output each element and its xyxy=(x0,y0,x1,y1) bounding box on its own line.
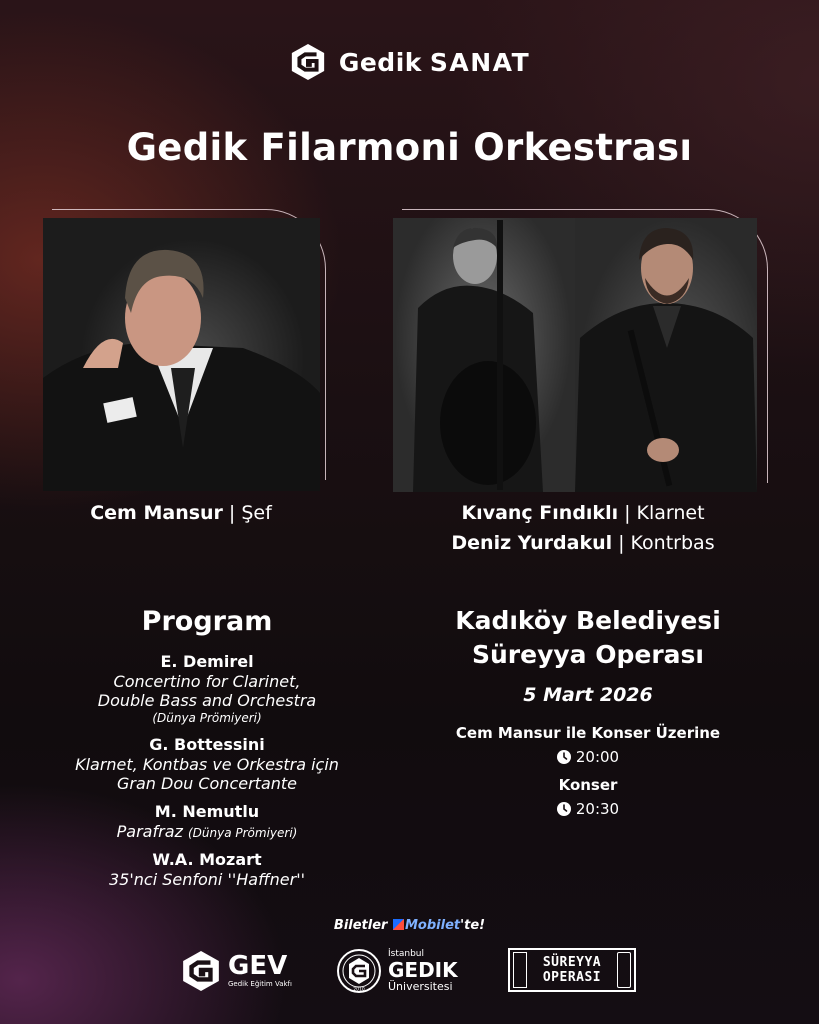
premiere-note: (Dünya Prömiyeri) xyxy=(187,826,298,840)
program-item xyxy=(40,850,374,889)
composer-name: G. Bottessini xyxy=(149,735,265,754)
soloist-name: Kıvanç Fındıklı xyxy=(461,502,619,524)
program-item xyxy=(40,735,374,793)
brand-name: Gedik xyxy=(338,47,422,77)
university-city: İstanbul xyxy=(388,949,425,959)
work-title-line: Concertino for Clarinet, xyxy=(113,672,301,691)
university-suffix: Üniversitesi xyxy=(388,980,453,993)
work-title-line xyxy=(40,822,374,841)
double-bass-figure xyxy=(393,218,575,492)
gev-subtitle: Gedik Eğitim Vakfı xyxy=(228,980,292,988)
opera-shield-icon xyxy=(617,952,631,988)
soloist-role: Kontrbas xyxy=(630,532,715,554)
university-year: 2010 xyxy=(353,987,365,993)
university-seal-icon xyxy=(336,948,382,994)
program-list xyxy=(40,652,374,898)
opera-line-1: SÜREYYA xyxy=(542,955,602,970)
event-time-value: 20:00 xyxy=(575,748,620,766)
brand-wordmark xyxy=(339,48,530,77)
venue-name xyxy=(430,604,746,672)
page-title: Gedik Filarmoni Orkestrası xyxy=(126,126,693,169)
university-text xyxy=(388,949,458,993)
double-bass-player-photo xyxy=(393,218,575,492)
soloist-caption-2 xyxy=(400,532,766,554)
clock-icon xyxy=(557,750,571,764)
clarinet-player-photo xyxy=(575,218,757,492)
clarinet-figure xyxy=(575,218,757,492)
composer-name: W.A. Mozart xyxy=(152,850,262,869)
composer-name: E. Demirel xyxy=(160,652,254,671)
program-heading: Program xyxy=(141,606,273,637)
opera-wordmark xyxy=(527,955,617,985)
gev-logo xyxy=(180,949,292,993)
program-item xyxy=(40,652,374,726)
tickets-prefix: Biletler xyxy=(333,918,388,933)
work-title: Parafraz xyxy=(116,822,183,841)
event-time-value: 20:30 xyxy=(575,800,620,818)
sureyya-opera-logo xyxy=(508,948,636,992)
conductor-name: Cem Mansur xyxy=(90,502,223,524)
program-item xyxy=(40,802,374,841)
caption-separator: | xyxy=(228,502,236,524)
clock-icon xyxy=(557,802,571,816)
gev-text xyxy=(228,953,292,989)
tickets-suffix: 'te! xyxy=(460,918,486,933)
brand-suffix: SANAT xyxy=(429,47,531,77)
mobilet-logo-icon xyxy=(393,919,404,930)
soloist-role: Klarnet xyxy=(636,502,705,524)
work-title-line: Gran Dou Concertante xyxy=(117,774,297,793)
premiere-note: (Dünya Prömiyeri) xyxy=(152,711,262,725)
venue-line-1: Kadıköy Belediyesi xyxy=(455,606,721,635)
caption-separator: | xyxy=(618,532,625,554)
conductor-photo xyxy=(43,218,320,491)
soloist-caption-1 xyxy=(400,502,766,524)
work-title-line: 35'nci Senfoni ''Haffner'' xyxy=(109,870,305,889)
event-time xyxy=(430,748,746,766)
event-label: Cem Mansur ile Konser Üzerine xyxy=(455,724,721,742)
gedik-logo-icon xyxy=(289,43,327,81)
gev-hexagon-icon xyxy=(180,949,222,993)
caption-separator: | xyxy=(624,502,631,524)
composer-name: M. Nemutlu xyxy=(154,802,260,821)
opera-line-2: OPERASI xyxy=(542,970,602,985)
opera-emblem-icon xyxy=(513,952,527,988)
brand-header xyxy=(0,40,819,84)
university-name: GEDIK xyxy=(388,958,458,982)
gedik-university-logo xyxy=(336,948,458,994)
event-label: Konser xyxy=(558,776,618,794)
work-title-line: Klarnet, Kontbas ve Orkestra için xyxy=(75,755,339,774)
work-title-line: Double Bass and Orchestra xyxy=(97,691,317,710)
conductor-role: Şef xyxy=(241,502,272,524)
venue-line-2: Süreyya Operası xyxy=(471,640,704,669)
tickets-provider[interactable]: Mobilet xyxy=(405,918,461,933)
tickets-note[interactable] xyxy=(0,918,819,933)
gev-name: GEV xyxy=(228,951,288,981)
event-time xyxy=(430,800,746,818)
conductor-figure xyxy=(43,218,320,491)
soloist-name: Deniz Yurdakul xyxy=(451,532,613,554)
conductor-caption xyxy=(40,502,322,524)
concert-date: 5 Mart 2026 xyxy=(523,684,653,706)
